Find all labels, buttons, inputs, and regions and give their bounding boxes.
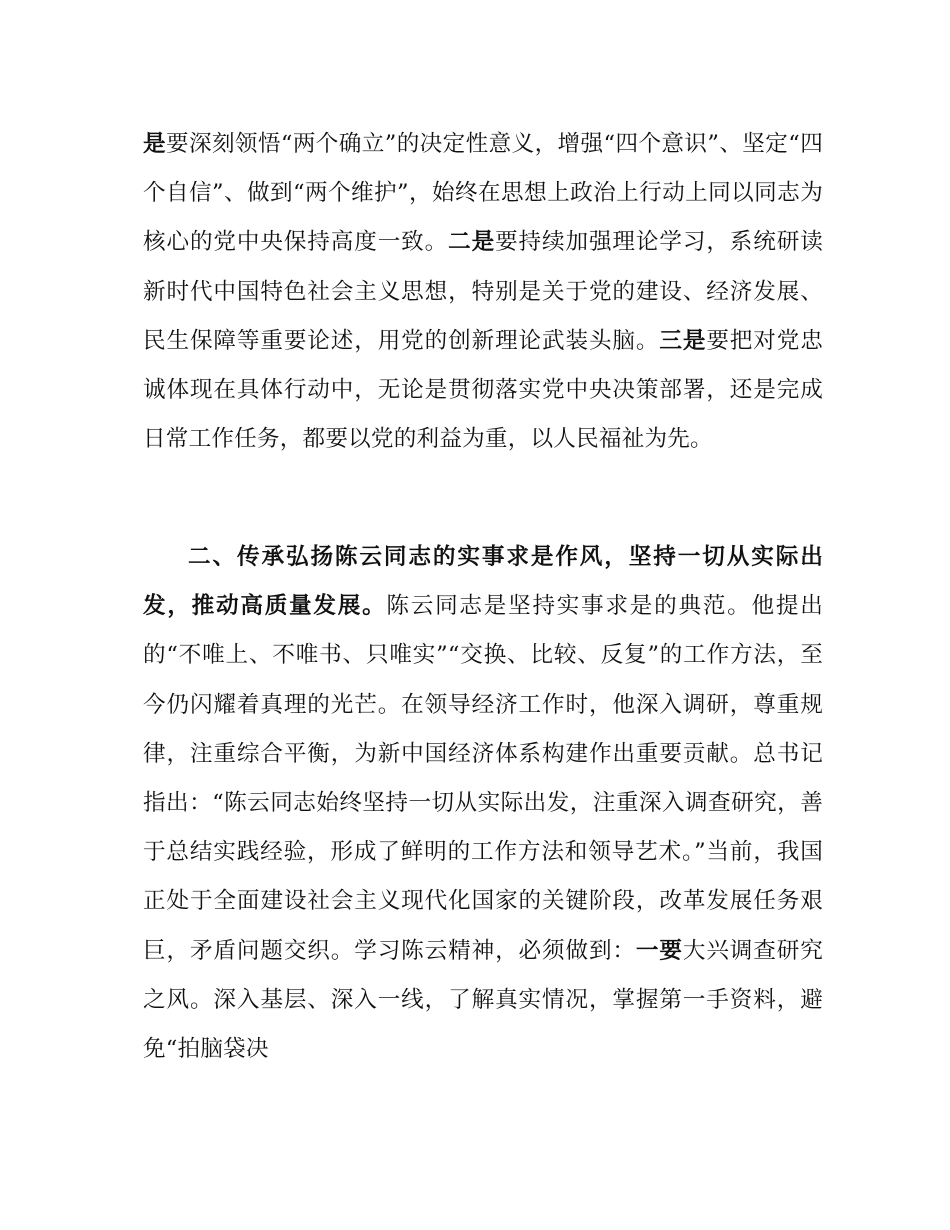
section-two-point-one-marker: 一要 [635,937,683,964]
point-two-marker: 二是 [448,229,496,256]
point-three-text: 要把对党忠诚体现在具体行动中，无论是贯彻落实党中央决策部署，还是完成日常工作任务，都要以党的利益为重，以人民福祉为先。 [143,327,824,453]
point-one-text: 要深刻领悟“两个确立”的决定性意义，增强“四个意识”、坚定“四个自信”、做到“两个维护”，始终在思想上政治上行动上同以同志为核心的党中央保持高度一致。 [143,131,823,256]
section-two-body: 陈云同志是坚持实事求是的典范。他提出的“不唯上、不唯书、只唯实”“交换、比较、反复”的工作方法，至今仍闪耀着真理的光芒。在领导经济工作时，他深入调研，尊重规律，注重综合平衡，为新中国经济体系构建作出重要贡献。总书记指出：“陈云同志始终坚持一切从实际出发，注重深入调查研究，善于总结实践经验，形成了鲜明的工作方法和领导艺术。”当前，我国正处于全面建设社会主义现代化国家的关键阶段，改革发展任务艰巨，矛盾问题交织。学习陈云精神，必须做到： [143,593,823,964]
point-one-marker: 是 [143,131,166,157]
section-two-point-one-text: 大兴调查研究之风。深入基层、深入一线，了解真实情况，掌握第一手资料，避免“拍脑袋决 [143,937,824,1063]
section-two-heading: 二、传承弘扬陈云同志的实事求是作风，坚持一切从实际出发，推动高质量发展。 [143,544,823,620]
paragraph-section-two [143,533,823,1074]
point-two-text: 要持续加强理论学习，系统研读新时代中国特色社会主义思想，特别是关于党的建设、经济发展、民生保障等重要论述，用党的创新理论武装头脑。 [143,229,823,354]
point-three-marker: 三是 [659,327,707,354]
paragraph-loyalty-points [143,120,823,464]
